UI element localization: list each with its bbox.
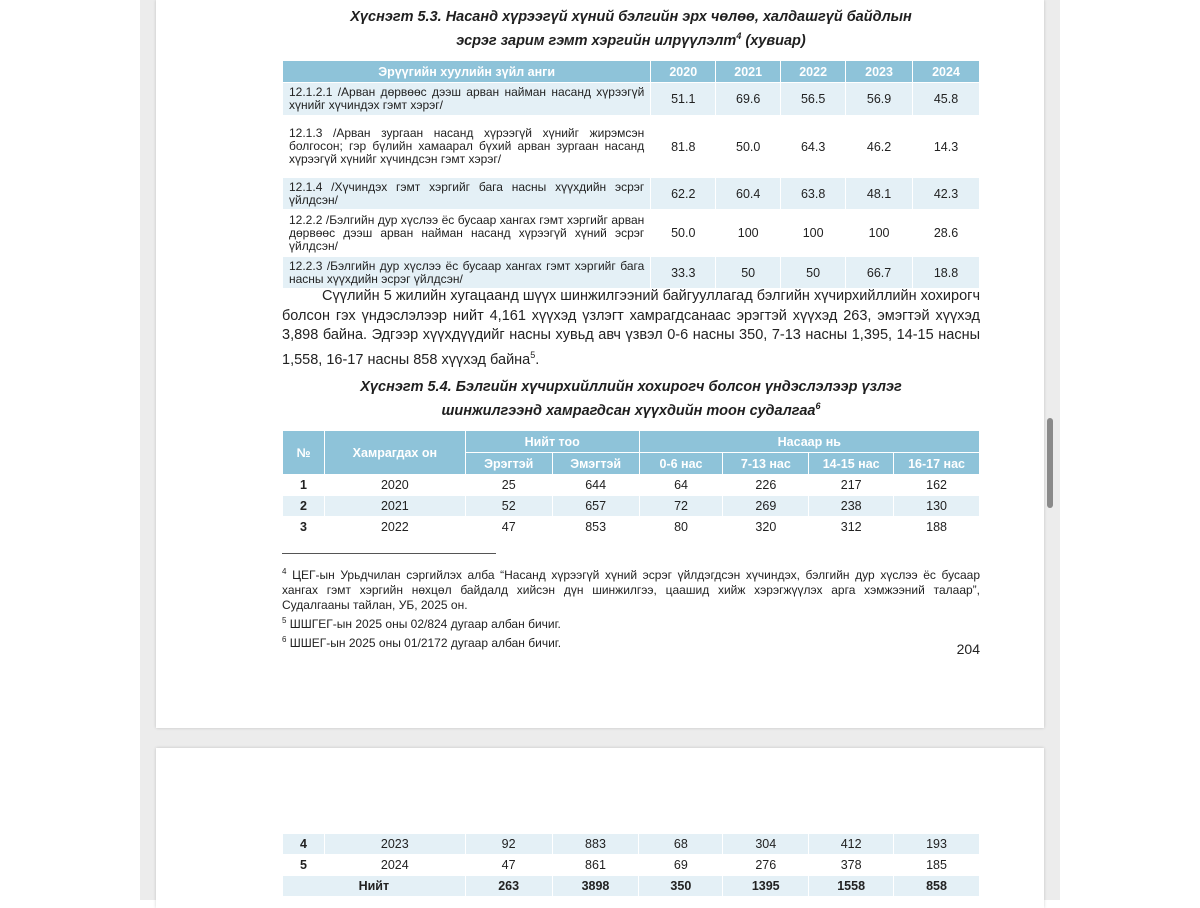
article-desc: 12.2.3 /Бэлгийн дур хүслээ ёс бусаар хангах гэмт хэргийг бага насны хүүхдийн эсрэг үйлдсэн/ [283, 257, 651, 289]
value-cell: 100 [781, 210, 846, 257]
row-number: 3 [283, 517, 325, 538]
footnote-ref-6[interactable]: 6 [815, 401, 821, 411]
value-cell: 81.8 [651, 116, 716, 178]
total-cell: 3898 [552, 876, 639, 897]
table-5-4 [282, 430, 980, 538]
header-2020: 2020 [651, 61, 716, 83]
total-label: Нийт [283, 876, 466, 897]
header-age-16-17: 16-17 нас [894, 453, 980, 475]
table-row [283, 475, 980, 496]
row-number: 4 [283, 834, 325, 855]
value-cell: 47 [465, 517, 552, 538]
value-cell: 92 [465, 834, 552, 855]
value-cell: 50.0 [651, 210, 716, 257]
header-2023: 2023 [846, 61, 913, 83]
value-cell: 80 [639, 517, 723, 538]
table-row [283, 855, 980, 876]
value-cell: 276 [723, 855, 809, 876]
header-female: Эмэгтэй [552, 453, 639, 475]
table-row [283, 210, 980, 257]
value-cell: 100 [846, 210, 913, 257]
table-caption-5-3 [282, 8, 980, 51]
value-cell: 28.6 [913, 210, 980, 257]
paragraph-text: Сүүлийн 5 жилийн хугацаанд шүүх шинжилгээний байгууллагад бэлгийн хүчирхийллийн хохирогч болсон гэх үндэслэлээр нийт 4,161 хүүхэд үзлэгт хамрагдсанаас эрэгтэй хүүхэд 263, эмэгтэй хүүхэд 3,898 байна. Эдгээр хүүхдүүдийг насны хувьд авч үзвэл 0-6 насны 350, 7-13 насны 1,395, 14-15 насны 1,558, 16-17 насны 858 хүүхэд байна [282, 288, 980, 368]
value-cell: 861 [552, 855, 639, 876]
header-total-count: Нийт тоо [465, 431, 639, 453]
value-cell: 657 [552, 496, 639, 517]
row-year: 2022 [324, 517, 465, 538]
vertical-scrollbar-thumb[interactable] [1047, 418, 1053, 508]
value-cell: 63.8 [781, 178, 846, 210]
value-cell: 269 [723, 496, 809, 517]
caption-line-2: эсрэг зарим гэмт хэргийн илрүүлэлт$^4$ (хувиар) [456, 31, 806, 49]
table-row [283, 178, 980, 210]
value-cell: 25 [465, 475, 552, 496]
page-number: 204 [956, 641, 980, 657]
value-cell: 60.4 [716, 178, 781, 210]
footnote-ref-5[interactable]: 5 [530, 349, 536, 360]
footnotes [282, 564, 980, 651]
article-desc: 12.1.3 /Арван зургаан насанд хүрээгүй хүнийг жирэмсэн болгосон; гэр бүлийн хамаарал бүхий арван зургаан насанд хүрээгүй хүнийг хүчиндсэн гэмт хэрэг/ [283, 116, 651, 178]
value-cell: 33.3 [651, 257, 716, 289]
header-2021: 2021 [716, 61, 781, 83]
header-2022: 2022 [781, 61, 846, 83]
table-5-3 [282, 60, 980, 289]
row-year: 2023 [324, 834, 465, 855]
value-cell: 853 [552, 517, 639, 538]
value-cell: 644 [552, 475, 639, 496]
value-cell: 51.1 [651, 83, 716, 116]
table-5-4-continued [282, 833, 980, 897]
value-cell: 69.6 [716, 83, 781, 116]
header-male: Эрэгтэй [465, 453, 552, 475]
article-desc: 12.1.2.1 /Арван дөрвөөс дээш арван найман насанд хүрээгүй хүнийг хүчиндэх гэмт хэрэг/ [283, 83, 651, 116]
value-cell: 18.8 [913, 257, 980, 289]
value-cell: 412 [809, 834, 894, 855]
table-caption-5-4 [282, 378, 980, 421]
value-cell: 45.8 [913, 83, 980, 116]
value-cell: 72 [639, 496, 723, 517]
value-cell: 62.2 [651, 178, 716, 210]
header-by-age: Насаар нь [639, 431, 979, 453]
footnote-divider [282, 553, 496, 554]
header-age-14-15: 14-15 нас [809, 453, 894, 475]
article-desc: 12.1.4 /Хүчиндэх гэмт хэргийг бага насны хүүхдийн эсрэг үйлдсэн/ [283, 178, 651, 210]
value-cell: 188 [894, 517, 980, 538]
value-cell: 193 [894, 834, 980, 855]
total-cell: 263 [465, 876, 552, 897]
value-cell: 162 [894, 475, 980, 496]
total-cell: 1558 [809, 876, 894, 897]
value-cell: 47 [465, 855, 552, 876]
table-row [283, 496, 980, 517]
value-cell: 42.3 [913, 178, 980, 210]
caption-line-2: шинжилгээнд хамрагдсан хүүхдийн тоон судалгаа$^6$ [441, 401, 821, 419]
footnote-ref-4[interactable]: 4 [736, 31, 742, 41]
value-cell: 64.3 [781, 116, 846, 178]
value-cell: 48.1 [846, 178, 913, 210]
value-cell: 320 [723, 517, 809, 538]
value-cell: 226 [723, 475, 809, 496]
value-cell: 68 [639, 834, 723, 855]
table-row [283, 834, 980, 855]
row-number: 5 [283, 855, 325, 876]
value-cell: 14.3 [913, 116, 980, 178]
row-year: 2020 [324, 475, 465, 496]
value-cell: 50.0 [716, 116, 781, 178]
value-cell: 378 [809, 855, 894, 876]
header-age-0-6: 0-6 нас [639, 453, 723, 475]
footnote-4: $^4$ ЦЕГ-ын Урьдчилан сэргийлэх алба “Насанд хүрээгүй хүний эсрэг үйлдэгдсэн хүчиндэх, бэлгийн дур хүслээ ёс бусаар хангах гэмт хэргийн нөхцөл байдалд хийсэн дүн шинжилгээ, цаашид хийж хэрэгжүүлэх арга хэмжээний талаар”, Судалгааны тайлан, УБ, 2025 он. [282, 567, 980, 612]
caption-line-1: Хүснэгт 5.4. Бэлгийн хүчирхийллийн хохирогч болсон үндэслэлээр үзлэг [360, 379, 902, 395]
footnote-5: $^5$ ШШГЕГ-ын 2025 оны 02/824 дугаар албан бичиг. [282, 616, 561, 631]
total-cell: 1395 [723, 876, 809, 897]
article-desc: 12.2.2 /Бэлгийн дур хүслээ ёс бусаар хангах гэмт хэргийг арван дөрвөөс дээш арван найман насанд хүрээгүй хүний эсрэг үйлдсэн/ [283, 210, 651, 257]
header-year: Хамрагдах он [324, 431, 465, 475]
value-cell: 50 [716, 257, 781, 289]
table-row [283, 517, 980, 538]
row-year: 2021 [324, 496, 465, 517]
value-cell: 69 [639, 855, 723, 876]
value-cell: 883 [552, 834, 639, 855]
header-age-7-13: 7-13 нас [723, 453, 809, 475]
value-cell: 304 [723, 834, 809, 855]
value-cell: 52 [465, 496, 552, 517]
header-2024: 2024 [913, 61, 980, 83]
value-cell: 185 [894, 855, 980, 876]
header-article: Эрүүгийн хуулийн зүйл анги [283, 61, 651, 83]
value-cell: 100 [716, 210, 781, 257]
table-row [283, 83, 980, 116]
value-cell: 238 [809, 496, 894, 517]
value-cell: 66.7 [846, 257, 913, 289]
value-cell: 312 [809, 517, 894, 538]
value-cell: 217 [809, 475, 894, 496]
footnote-6: $^6$ ШШЕГ-ын 2025 оны 01/2172 дугаар албан бичиг. [282, 635, 562, 650]
header-number: № [283, 431, 325, 475]
total-cell: 858 [894, 876, 980, 897]
value-cell: 130 [894, 496, 980, 517]
row-number: 1 [283, 475, 325, 496]
value-cell: 64 [639, 475, 723, 496]
value-cell: 56.5 [781, 83, 846, 116]
value-cell: 56.9 [846, 83, 913, 116]
caption-line-1: Хүснэгт 5.3. Насанд хүрээгүй хүний бэлгийн эрх чөлөө, халдашгүй байдлын [350, 9, 912, 25]
value-cell: 46.2 [846, 116, 913, 178]
body-paragraph: Сүүлийн 5 жилийн хугацаанд шүүх шинжилгээний байгууллагад бэлгийн хүчирхийллийн хохирогч болсон гэх үндэслэлээр нийт 4,161 хүүхэд үзлэгт хамрагдсанаас эрэгтэй хүүхэд 263, эмэгтэй хүүхэд 3,898 байна. Эдгээр хүүхдүүдийг насны хувьд авч үзвэл 0-6 насны 350, 7-13 насны 1,395, 14-15 насны 1,558, 16-17 насны 858 хүүхэд байна$^5$. [282, 288, 980, 368]
table-row [283, 257, 980, 289]
row-number: 2 [283, 496, 325, 517]
value-cell: 50 [781, 257, 846, 289]
row-year: 2024 [324, 855, 465, 876]
table-total-row [283, 876, 980, 897]
table-row [283, 116, 980, 178]
total-cell: 350 [639, 876, 723, 897]
